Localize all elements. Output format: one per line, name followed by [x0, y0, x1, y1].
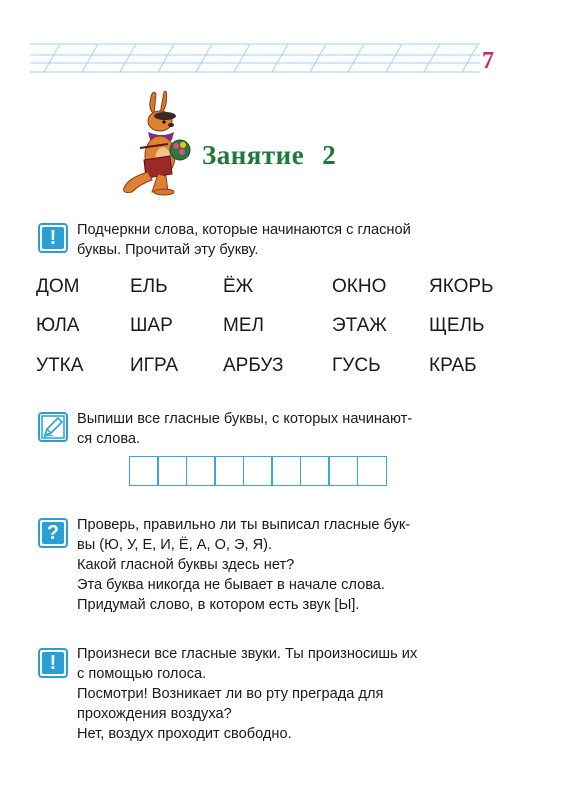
word-item: АРБУЗ [223, 355, 284, 376]
exclamation-icon: ! [38, 648, 68, 678]
task2-text [77, 409, 497, 449]
task3-text [77, 515, 497, 615]
lesson-title-label: Занятие [202, 140, 305, 170]
task4-text [77, 644, 497, 744]
task4-line: Нет, воздух проходит свободно. [77, 726, 292, 742]
task4-line: Посмотри! Возникает ли во рту преграда для [77, 686, 384, 702]
word-item: УТКА [36, 355, 84, 376]
answer-cell[interactable] [129, 456, 159, 486]
answer-cell[interactable] [214, 456, 244, 486]
task3-line: вы (Ю, У, Е, И, Ё, А, О, Э, Я). [77, 537, 273, 553]
word-item: ЯКОРЬ [429, 276, 494, 297]
answer-cell[interactable] [328, 456, 358, 486]
word-item: ЕЛЬ [130, 276, 168, 297]
task3-line: Эта буква никогда не бывает в начале слова. [77, 577, 385, 593]
answer-cell[interactable] [243, 456, 273, 486]
word-item: КРАБ [429, 355, 477, 376]
exclamation-icon: ! [38, 223, 68, 253]
task4-line: с помощью голоса. [77, 666, 207, 682]
word-item: МЕЛ [223, 315, 264, 336]
answer-cell[interactable] [300, 456, 330, 486]
task1-line: буквы. Прочитай эту букву. [77, 242, 259, 258]
page-number: 7 [482, 48, 494, 74]
word-item: ШАР [130, 315, 173, 336]
question-icon: ? [38, 518, 68, 548]
word-item: ГУСЬ [332, 355, 381, 376]
word-item: ДОМ [36, 276, 80, 297]
word-item: ЮЛА [36, 315, 80, 336]
copybook-lines [30, 38, 480, 78]
task2-line: ся слова. [77, 431, 141, 447]
task1-text [77, 220, 497, 260]
lesson-title-number: 2 [322, 140, 337, 170]
answer-cell[interactable] [271, 456, 301, 486]
pencil-write-icon [38, 412, 68, 442]
answer-cell[interactable] [357, 456, 387, 486]
task3-line: Придумай слово, в котором есть звук [Ы]. [77, 597, 360, 613]
word-item: ЭТАЖ [332, 315, 387, 336]
lesson-title [202, 140, 336, 171]
answer-cell[interactable] [157, 456, 187, 486]
answer-cells [130, 456, 387, 486]
task3-line: Какой гласной буквы здесь нет? [77, 557, 295, 573]
task4-line: Произнеси все гласные звуки. Ты произносишь их [77, 646, 418, 662]
word-item: ОКНО [332, 276, 387, 297]
task4-line: прохождения воздуха? [77, 706, 232, 722]
answer-cell[interactable] [186, 456, 216, 486]
kangaroo-mascot-illustration [118, 88, 202, 198]
task1-line: Подчеркни слова, которые начинаются с гласной [77, 222, 411, 238]
word-item: ЩЕЛЬ [429, 315, 485, 336]
task2-line: Выпиши все гласные буквы, с которых начинают- [77, 411, 413, 427]
word-item: ИГРА [130, 355, 179, 376]
word-item: ЁЖ [223, 276, 254, 297]
task3-line: Проверь, правильно ли ты выписал гласные бук- [77, 517, 411, 533]
